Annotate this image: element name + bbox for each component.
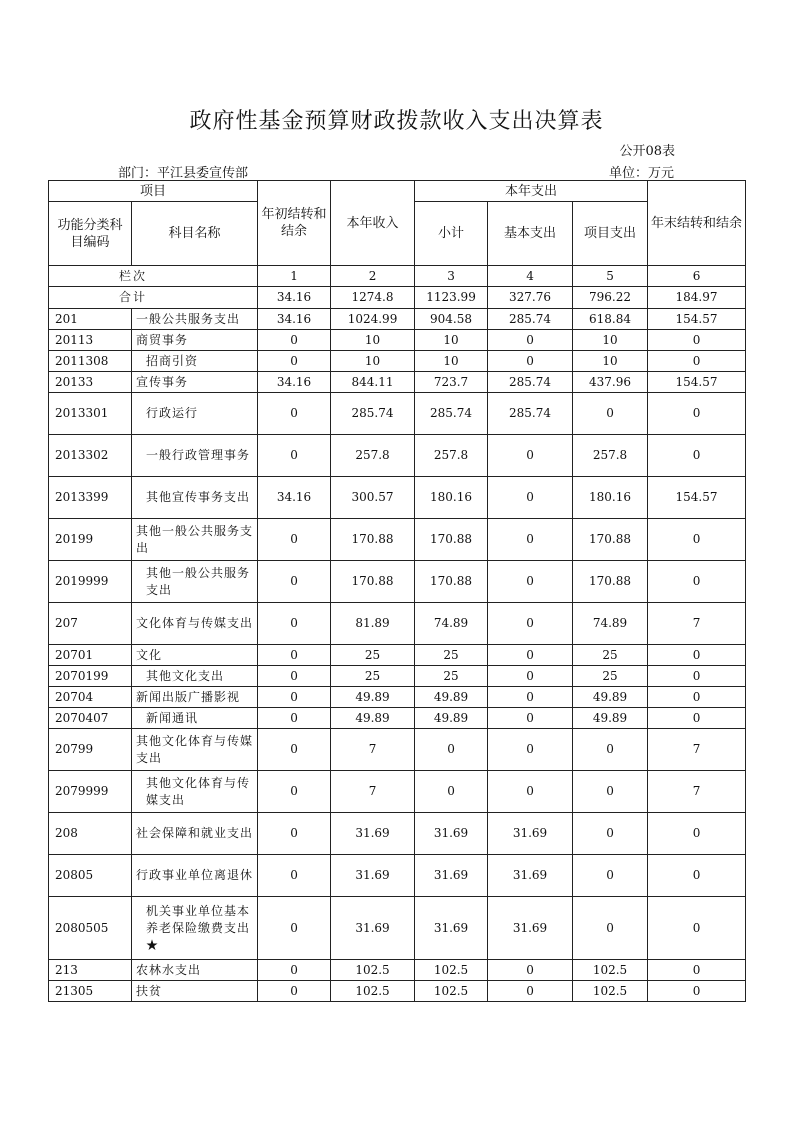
row-income: 7 (331, 729, 415, 771)
row-subject-name: 其他一般公共服务支出 (132, 519, 258, 561)
table-row (49, 393, 746, 435)
row-basic: 0 (488, 666, 573, 687)
row-subtotal: 0 (415, 771, 488, 813)
table-body (49, 266, 746, 1002)
row-begin-balance: 0 (258, 393, 331, 435)
row-subtotal: 723.7 (415, 372, 488, 393)
row-project: 618.84 (573, 309, 648, 330)
row-subject-name: 一般行政管理事务 (132, 435, 258, 477)
row-subject-name: 机关事业单位基本养老保险缴费支出★ (132, 897, 258, 960)
total-subtotal: 1123.99 (415, 287, 488, 309)
row-subtotal: 31.69 (415, 813, 488, 855)
row-income: 300.57 (331, 477, 415, 519)
row-subject-name: 其他文化体育与传媒支出 (132, 729, 258, 771)
table-row (49, 666, 746, 687)
row-basic: 31.69 (488, 897, 573, 960)
row-begin-balance: 0 (258, 729, 331, 771)
row-code: 2013399 (49, 477, 132, 519)
row-income: 7 (331, 771, 415, 813)
table-row (49, 981, 746, 1002)
row-subtotal: 904.58 (415, 309, 488, 330)
row-income: 102.5 (331, 960, 415, 981)
row-end-balance: 0 (648, 561, 746, 603)
row-project: 257.8 (573, 435, 648, 477)
row-code: 20799 (49, 729, 132, 771)
row-subtotal: 0 (415, 729, 488, 771)
table-row (49, 897, 746, 960)
row-basic: 0 (488, 960, 573, 981)
row-begin-balance: 0 (258, 561, 331, 603)
table-header (49, 181, 746, 266)
row-subject-name: 商贸事务 (132, 330, 258, 351)
row-code: 2070407 (49, 708, 132, 729)
meta-row (118, 162, 674, 180)
row-code: 213 (49, 960, 132, 981)
row-subtotal: 49.89 (415, 708, 488, 729)
row-begin-balance: 0 (258, 645, 331, 666)
table-row (49, 960, 746, 981)
table-row (49, 351, 746, 372)
row-project: 170.88 (573, 561, 648, 603)
row-income: 1024.99 (331, 309, 415, 330)
row-basic: 285.74 (488, 393, 573, 435)
header-subtotal: 小计 (415, 202, 488, 266)
row-project: 25 (573, 645, 648, 666)
table-row (49, 372, 746, 393)
table-row (49, 771, 746, 813)
table-row (49, 519, 746, 561)
row-income: 49.89 (331, 687, 415, 708)
row-end-balance: 0 (648, 519, 746, 561)
row-income: 81.89 (331, 603, 415, 645)
department-label: 部门：平江县委宣传部 (118, 166, 249, 181)
row-begin-balance: 34.16 (258, 309, 331, 330)
row-code: 20704 (49, 687, 132, 708)
row-basic: 31.69 (488, 813, 573, 855)
table-row (49, 645, 746, 666)
row-income: 170.88 (331, 519, 415, 561)
column-index-row (49, 266, 746, 287)
row-end-balance: 0 (648, 393, 746, 435)
row-end-balance: 0 (648, 981, 746, 1002)
row-project: 0 (573, 897, 648, 960)
row-code: 20133 (49, 372, 132, 393)
budget-table (48, 180, 746, 1002)
row-begin-balance: 0 (258, 855, 331, 897)
row-basic: 0 (488, 645, 573, 666)
table-code: 公开08表 (619, 144, 675, 159)
row-end-balance: 0 (648, 855, 746, 897)
row-project: 437.96 (573, 372, 648, 393)
row-income: 102.5 (331, 981, 415, 1002)
row-begin-balance: 0 (258, 897, 331, 960)
total-begin-balance: 34.16 (258, 287, 331, 309)
row-project: 25 (573, 666, 648, 687)
row-project: 102.5 (573, 981, 648, 1002)
row-subject-name: 其他一般公共服务支出 (132, 561, 258, 603)
row-end-balance: 0 (648, 897, 746, 960)
row-basic: 0 (488, 435, 573, 477)
row-subject-name: 其他文化支出 (132, 666, 258, 687)
table-row (49, 309, 746, 330)
row-subject-name: 宣传事务 (132, 372, 258, 393)
row-subtotal: 10 (415, 351, 488, 372)
row-begin-balance: 0 (258, 603, 331, 645)
column-index-1: 1 (258, 266, 331, 287)
row-basic: 0 (488, 330, 573, 351)
row-code: 208 (49, 813, 132, 855)
total-project: 796.22 (573, 287, 648, 309)
row-code: 2079999 (49, 771, 132, 813)
header-end-balance: 年末结转和结余 (648, 181, 746, 266)
column-index-3: 3 (415, 266, 488, 287)
table-row (49, 435, 746, 477)
row-basic: 0 (488, 477, 573, 519)
row-subtotal: 257.8 (415, 435, 488, 477)
header-income: 本年收入 (331, 181, 415, 266)
row-end-balance: 7 (648, 729, 746, 771)
row-end-balance: 154.57 (648, 372, 746, 393)
row-begin-balance: 0 (258, 330, 331, 351)
row-end-balance: 154.57 (648, 309, 746, 330)
row-basic: 0 (488, 729, 573, 771)
column-index-label: 栏次 (49, 266, 258, 287)
row-income: 10 (331, 330, 415, 351)
row-begin-balance: 0 (258, 435, 331, 477)
row-income: 10 (331, 351, 415, 372)
table-row (49, 687, 746, 708)
page-title: 政府性基金预算财政拨款收入支出决算表 (189, 109, 604, 134)
column-index-4: 4 (488, 266, 573, 287)
row-basic: 0 (488, 981, 573, 1002)
total-label: 合计 (49, 287, 258, 309)
row-basic: 0 (488, 519, 573, 561)
row-code: 2080505 (49, 897, 132, 960)
table-row (49, 813, 746, 855)
table-row (49, 855, 746, 897)
row-end-balance: 0 (648, 813, 746, 855)
row-project: 102.5 (573, 960, 648, 981)
row-income: 31.69 (331, 855, 415, 897)
row-subtotal: 25 (415, 645, 488, 666)
header-project: 项目 (49, 181, 258, 202)
row-income: 844.11 (331, 372, 415, 393)
row-project: 0 (573, 771, 648, 813)
total-income: 1274.8 (331, 287, 415, 309)
row-basic: 0 (488, 687, 573, 708)
row-project: 0 (573, 855, 648, 897)
row-income: 31.69 (331, 813, 415, 855)
table-row (49, 708, 746, 729)
row-end-balance: 0 (648, 687, 746, 708)
row-project: 180.16 (573, 477, 648, 519)
row-code: 2019999 (49, 561, 132, 603)
row-income: 170.88 (331, 561, 415, 603)
row-basic: 285.74 (488, 309, 573, 330)
row-subtotal: 170.88 (415, 519, 488, 561)
row-begin-balance: 0 (258, 519, 331, 561)
row-code: 20113 (49, 330, 132, 351)
row-basic: 0 (488, 771, 573, 813)
total-basic: 327.76 (488, 287, 573, 309)
row-code: 2070199 (49, 666, 132, 687)
total-row (49, 287, 746, 309)
header-project-exp: 项目支出 (573, 202, 648, 266)
row-project: 49.89 (573, 708, 648, 729)
row-begin-balance: 0 (258, 687, 331, 708)
row-subject-name: 其他文化体育与传媒支出 (132, 771, 258, 813)
row-project: 0 (573, 729, 648, 771)
row-subtotal: 10 (415, 330, 488, 351)
header-begin-balance: 年初结转和结余 (258, 181, 331, 266)
row-project: 74.89 (573, 603, 648, 645)
row-subtotal: 31.69 (415, 897, 488, 960)
row-basic: 0 (488, 561, 573, 603)
row-subtotal: 180.16 (415, 477, 488, 519)
row-project: 10 (573, 351, 648, 372)
row-begin-balance: 0 (258, 351, 331, 372)
row-code: 20701 (49, 645, 132, 666)
row-subtotal: 25 (415, 666, 488, 687)
row-income: 257.8 (331, 435, 415, 477)
row-begin-balance: 0 (258, 666, 331, 687)
table-row (49, 561, 746, 603)
row-subject-name: 新闻通讯 (132, 708, 258, 729)
table-row (49, 477, 746, 519)
row-subject-name: 新闻出版广播影视 (132, 687, 258, 708)
row-end-balance: 0 (648, 960, 746, 981)
total-end-balance: 184.97 (648, 287, 746, 309)
header-expense: 本年支出 (415, 181, 648, 202)
row-project: 10 (573, 330, 648, 351)
row-code: 207 (49, 603, 132, 645)
row-subtotal: 170.88 (415, 561, 488, 603)
row-income: 25 (331, 666, 415, 687)
row-income: 31.69 (331, 897, 415, 960)
column-index-5: 5 (573, 266, 648, 287)
row-code: 2011308 (49, 351, 132, 372)
row-project: 170.88 (573, 519, 648, 561)
table-row (49, 603, 746, 645)
row-begin-balance: 34.16 (258, 372, 331, 393)
row-subject-name: 农林水支出 (132, 960, 258, 981)
row-subtotal: 102.5 (415, 960, 488, 981)
row-basic: 0 (488, 351, 573, 372)
row-income: 25 (331, 645, 415, 666)
header-basic: 基本支出 (488, 202, 573, 266)
row-code: 201 (49, 309, 132, 330)
row-subtotal: 49.89 (415, 687, 488, 708)
row-subject-name: 其他宣传事务支出 (132, 477, 258, 519)
row-code: 20199 (49, 519, 132, 561)
row-subject-name: 一般公共服务支出 (132, 309, 258, 330)
column-index-2: 2 (331, 266, 415, 287)
row-subject-name: 行政运行 (132, 393, 258, 435)
row-subject-name: 文化 (132, 645, 258, 666)
row-project: 49.89 (573, 687, 648, 708)
row-code: 20805 (49, 855, 132, 897)
header-func-code: 功能分类科目编码 (49, 202, 132, 266)
row-end-balance: 0 (648, 708, 746, 729)
row-code: 2013302 (49, 435, 132, 477)
row-begin-balance: 0 (258, 960, 331, 981)
row-subject-name: 扶贫 (132, 981, 258, 1002)
row-end-balance: 0 (648, 330, 746, 351)
row-code: 21305 (49, 981, 132, 1002)
row-subtotal: 102.5 (415, 981, 488, 1002)
row-subject-name: 社会保障和就业支出 (132, 813, 258, 855)
row-income: 49.89 (331, 708, 415, 729)
row-subtotal: 74.89 (415, 603, 488, 645)
unit-label: 单位：万元 (608, 166, 674, 181)
row-begin-balance: 0 (258, 771, 331, 813)
row-end-balance: 0 (648, 645, 746, 666)
row-end-balance: 154.57 (648, 477, 746, 519)
row-begin-balance: 0 (258, 981, 331, 1002)
row-end-balance: 7 (648, 771, 746, 813)
row-project: 0 (573, 813, 648, 855)
row-subject-name: 行政事业单位离退休 (132, 855, 258, 897)
row-subtotal: 285.74 (415, 393, 488, 435)
row-begin-balance: 0 (258, 813, 331, 855)
row-project: 0 (573, 393, 648, 435)
row-basic: 31.69 (488, 855, 573, 897)
row-end-balance: 0 (648, 351, 746, 372)
row-end-balance: 0 (648, 435, 746, 477)
row-income: 285.74 (331, 393, 415, 435)
column-index-6: 6 (648, 266, 746, 287)
row-begin-balance: 0 (258, 708, 331, 729)
row-code: 2013301 (49, 393, 132, 435)
row-subject-name: 文化体育与传媒支出 (132, 603, 258, 645)
row-subtotal: 31.69 (415, 855, 488, 897)
table-row (49, 729, 746, 771)
row-basic: 0 (488, 603, 573, 645)
row-begin-balance: 34.16 (258, 477, 331, 519)
row-subject-name: 招商引资 (132, 351, 258, 372)
row-end-balance: 0 (648, 666, 746, 687)
row-basic: 0 (488, 708, 573, 729)
table-row (49, 330, 746, 351)
row-basic: 285.74 (488, 372, 573, 393)
row-end-balance: 7 (648, 603, 746, 645)
header-subject-name: 科目名称 (132, 202, 258, 266)
